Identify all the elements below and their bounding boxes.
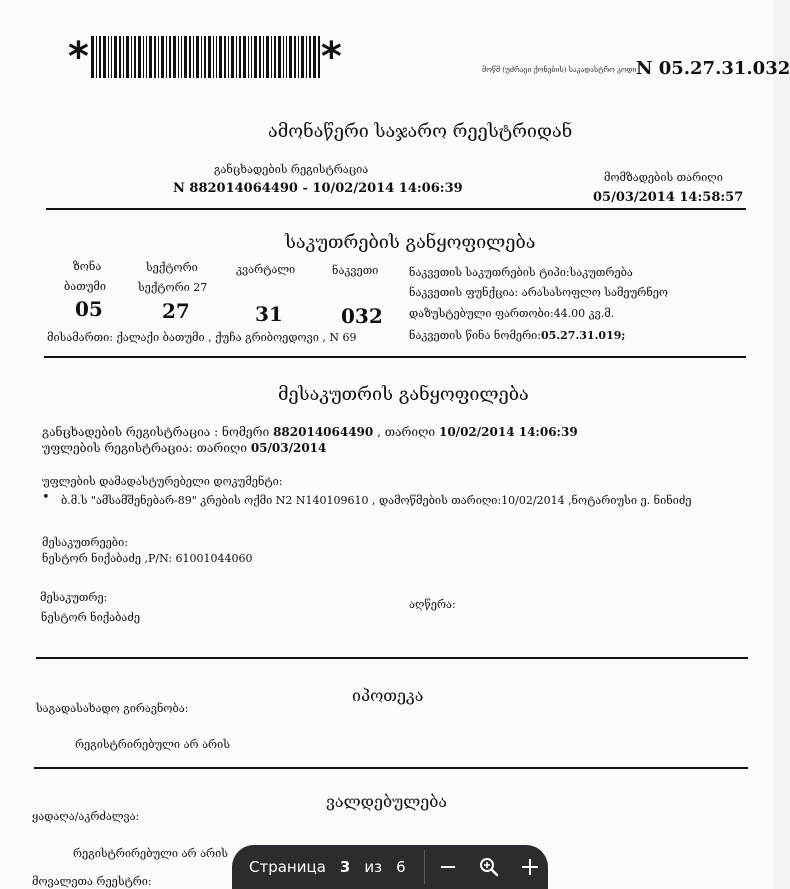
document-title: ამონაწერი საჯარო რეესტრიდან	[268, 121, 573, 142]
owners-value: ნესტორ ნიქაბაძე ,P/N: 61001044060	[42, 552, 253, 565]
magnifier-icon	[479, 857, 499, 877]
prep-date-value: 05/03/2014 14:58:57	[593, 190, 744, 205]
owner-value: ნესტორ ნიქაბაძე	[41, 611, 140, 624]
doc-heading: უფლების დამადასტურებელი დოკუმენტი:	[42, 475, 283, 488]
parcel-number: 032	[341, 304, 383, 328]
sector-number: 27	[162, 299, 190, 323]
page-label: Страница	[249, 858, 326, 876]
property-section-title: საკუთრების განყოფილება	[285, 232, 536, 253]
barcode: * *	[68, 34, 342, 80]
tax-lien-value: რეგისტრირებული არ არის	[75, 738, 230, 751]
cadastral-code: N 05.27.31.032	[636, 58, 790, 79]
total-pages: 6	[396, 858, 406, 876]
description-label: აღწერა:	[409, 598, 456, 611]
right-reg-line: უფლების რეგისტრაცია: თარიღი 05/03/2014	[42, 441, 327, 455]
owners-heading: მესაკუთრეები:	[42, 536, 128, 549]
document-item: ბ.მ.ს "ამსამშენებარ-89" კრების ოქმი N2 N140109610 , დამოწმების თარიღი:10/02/2014 ,ნოტარიუსი ე. ნინიძე	[61, 494, 692, 507]
parcel-area-line: დაზუსტებული ფართობი:44.00 კვ.მ.	[409, 307, 615, 320]
application-reg-label: განცხადების რეგისტრაცია	[214, 163, 369, 176]
seizure-label: ყადაღა/აკრძალვა:	[32, 810, 140, 823]
tax-lien-label: საგადასახადო გირავნობა:	[36, 702, 189, 715]
divider-line	[44, 356, 746, 358]
toolbar-separator	[424, 850, 425, 884]
owner-section-title: მესაკუთრის განყოფილება	[278, 384, 529, 405]
debts-section-title: ვალდებულება	[326, 792, 448, 811]
zone-number: 05	[75, 297, 103, 321]
divider-line	[46, 208, 746, 210]
mortgage-section-title: იპოთეკა	[352, 686, 424, 705]
parcel-prev-number: ნაკვეთის წინა ნომერი:05.27.31.019;	[409, 329, 626, 342]
zone-name: ბათუმი	[64, 280, 106, 293]
col-quarter-header: კვარტალი	[236, 263, 296, 276]
prep-date-label: მომზადების თარიღი	[604, 171, 723, 184]
parcel-function-line: ნაკვეთის ფუნქცია: არასასოფლო სამეურნეო	[409, 286, 669, 299]
quarter-number: 31	[255, 302, 283, 326]
owner-app-reg: განცხადების რეგისტრაცია : ნომერი 882014064490 , თარიღი 10/02/2014 14:06:39	[42, 425, 578, 439]
debtors-label: მოვალეთა რეესტრი:	[32, 875, 152, 888]
current-page-input[interactable]: 3	[339, 858, 351, 876]
barcode-bars	[89, 36, 321, 78]
col-sector-header: სექტორი	[146, 261, 198, 274]
seizure-value: რეგისტრირებული არ არის	[73, 847, 228, 860]
owner-heading: მესაკუთრე:	[40, 591, 108, 604]
viewer-toolbar	[232, 845, 548, 889]
page-of-label: из	[364, 858, 383, 876]
parcel-type-line: ნაკვეთის საკუთრების ტიპი:საკუთრება	[409, 266, 633, 279]
application-reg-value: N 882014064490 - 10/02/2014 14:06:39	[173, 181, 463, 196]
sector-name: სექტორი 27	[138, 281, 208, 294]
zoom-in-button[interactable]	[513, 849, 548, 885]
col-parcel-header: ნაკვეთი	[332, 264, 379, 277]
divider-line	[34, 767, 748, 769]
bullet-icon: •	[42, 490, 50, 505]
zoom-out-button[interactable]	[431, 849, 466, 885]
address-line: მისამართი: ქალაქი ბათუმი , ქუჩა გრიბოედოვი , N 69	[47, 331, 357, 344]
minus-icon	[440, 859, 456, 875]
plus-icon	[521, 858, 539, 876]
cadastral-code-caption: მოწმ (უძრავი ქონების) საკადასტრო კოდი	[482, 66, 637, 74]
fit-zoom-button[interactable]	[472, 849, 507, 885]
col-zone-header: ზონა	[73, 260, 102, 273]
divider-line	[36, 657, 748, 659]
